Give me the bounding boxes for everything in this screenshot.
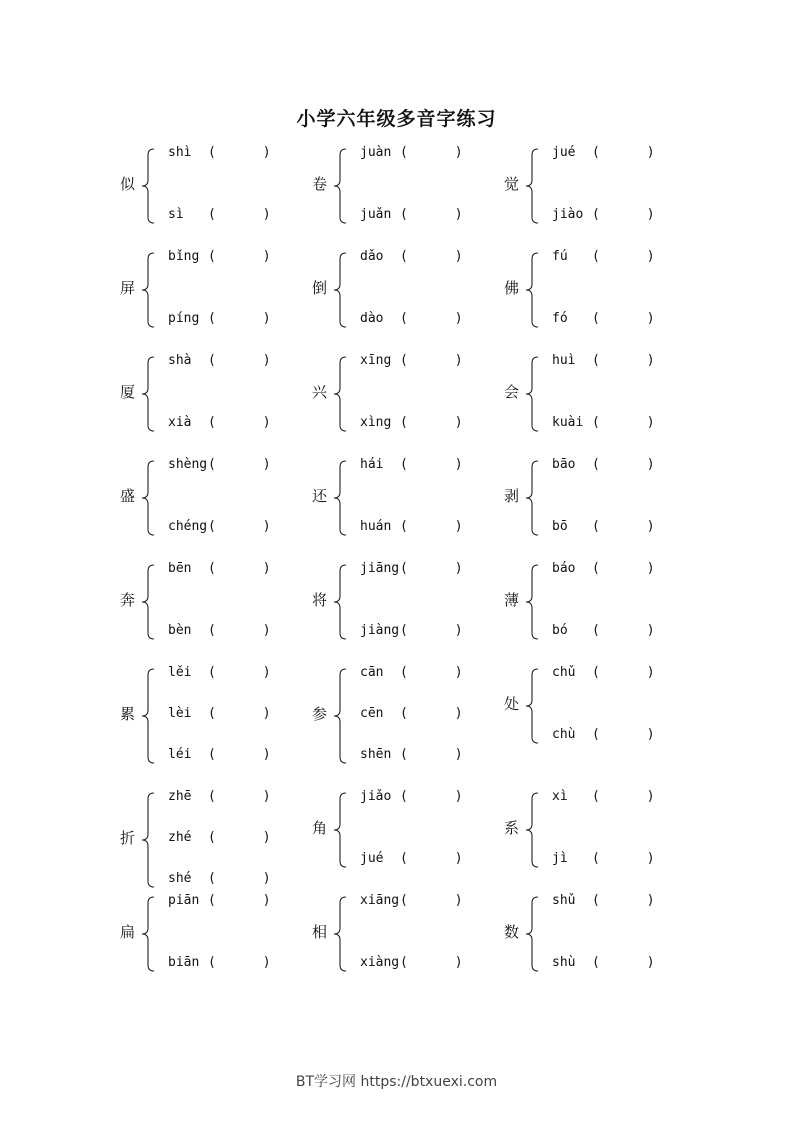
curly-brace	[140, 790, 156, 892]
entry-character: 处	[504, 695, 520, 713]
reading-item	[168, 312, 271, 326]
pinyin-label: jiàng	[360, 623, 400, 638]
answer-blank[interactable]: ( )	[400, 415, 463, 430]
reading-item	[360, 250, 463, 264]
reading-item	[168, 894, 271, 908]
pinyin-label: fó	[552, 311, 568, 326]
reading-item	[360, 748, 463, 762]
reading-item	[360, 624, 463, 638]
answer-blank[interactable]: ( )	[400, 249, 463, 264]
pinyin-label: juàn	[360, 145, 392, 160]
answer-blank[interactable]: ( )	[400, 789, 463, 804]
pinyin-label: xià	[168, 415, 192, 430]
reading-item	[360, 520, 463, 534]
answer-blank[interactable]: ( )	[208, 706, 271, 721]
reading-item	[168, 707, 271, 721]
curly-brace	[140, 562, 156, 644]
reading-item	[168, 872, 271, 886]
answer-blank[interactable]: ( )	[400, 665, 463, 680]
reading-item	[168, 748, 271, 762]
entry-character: 数	[504, 923, 520, 941]
curly-brace	[140, 250, 156, 332]
entry-character: 屏	[120, 279, 136, 297]
reading-item	[168, 208, 271, 222]
reading-item	[552, 146, 655, 160]
reading-item	[168, 790, 271, 804]
curly-brace	[524, 458, 540, 540]
entry-character: 兴	[312, 383, 328, 401]
entry-character: 扁	[120, 923, 136, 941]
pinyin-label: dǎo	[360, 249, 384, 264]
pinyin-label: cān	[360, 665, 384, 680]
pinyin-label: jué	[360, 851, 384, 866]
reading-item	[552, 208, 655, 222]
reading-item	[168, 416, 271, 430]
pinyin-label: biān	[168, 955, 200, 970]
reading-item	[552, 624, 655, 638]
reading-item	[360, 458, 463, 472]
reading-item	[360, 852, 463, 866]
curly-brace	[332, 250, 348, 332]
answer-blank[interactable]: ( )	[208, 665, 271, 680]
answer-blank[interactable]: ( )	[592, 893, 655, 908]
pinyin-label: zhē	[168, 789, 192, 804]
reading-item	[552, 956, 655, 970]
pinyin-label: xīng	[360, 353, 392, 368]
reading-item	[168, 562, 271, 576]
reading-item	[552, 458, 655, 472]
pinyin-label: jiāng	[360, 561, 400, 576]
pinyin-label: bèn	[168, 623, 192, 638]
pinyin-label: bēn	[168, 561, 192, 576]
curly-brace	[140, 146, 156, 228]
footer-watermark: BT学习网 https://btxuexi.com	[295, 1074, 498, 1090]
pinyin-label: sì	[168, 207, 184, 222]
answer-blank[interactable]: ( )	[592, 415, 655, 430]
pinyin-label: fú	[552, 249, 568, 264]
reading-item	[552, 894, 655, 908]
pinyin-label: xiàng	[360, 955, 400, 970]
entry-character: 参	[312, 705, 328, 723]
pinyin-label: xiāng	[360, 893, 400, 908]
pinyin-label: juǎn	[360, 207, 392, 222]
reading-item	[552, 416, 655, 430]
answer-blank[interactable]: ( )	[208, 747, 271, 762]
pinyin-label: shé	[168, 871, 192, 886]
reading-item	[360, 208, 463, 222]
pinyin-label: shèng	[168, 457, 208, 472]
reading-item	[360, 790, 463, 804]
curly-brace	[332, 146, 348, 228]
reading-item	[168, 666, 271, 680]
reading-item	[360, 956, 463, 970]
answer-blank[interactable]: ( )	[400, 353, 463, 368]
answer-blank[interactable]: ( )	[208, 457, 271, 472]
pinyin-label: cēn	[360, 706, 384, 721]
reading-item	[168, 146, 271, 160]
pinyin-label: dào	[360, 311, 384, 326]
reading-item	[168, 354, 271, 368]
answer-blank[interactable]: ( )	[400, 851, 463, 866]
entry-character: 还	[312, 487, 328, 505]
entry-character: 似	[120, 175, 136, 193]
curly-brace	[140, 458, 156, 540]
answer-blank[interactable]: ( )	[208, 830, 271, 845]
entry-character: 角	[312, 819, 328, 837]
pinyin-label: bó	[552, 623, 568, 638]
answer-blank[interactable]: ( )	[592, 457, 655, 472]
reading-item	[552, 790, 655, 804]
reading-item	[168, 624, 271, 638]
answer-blank[interactable]: ( )	[208, 249, 271, 264]
answer-blank[interactable]: ( )	[400, 893, 463, 908]
reading-item	[168, 956, 271, 970]
curly-brace	[140, 894, 156, 976]
entry-character: 系	[504, 819, 520, 837]
pinyin-label: shǔ	[552, 893, 576, 908]
answer-blank[interactable]: ( )	[400, 207, 463, 222]
answer-blank[interactable]: ( )	[400, 311, 463, 326]
reading-item	[360, 707, 463, 721]
answer-blank[interactable]: ( )	[592, 561, 655, 576]
reading-item	[552, 250, 655, 264]
entry-character: 会	[504, 383, 520, 401]
answer-blank[interactable]: ( )	[400, 955, 463, 970]
curly-brace	[332, 666, 348, 768]
pinyin-label: báo	[552, 561, 576, 576]
answer-blank[interactable]: ( )	[400, 706, 463, 721]
answer-blank[interactable]: ( )	[208, 789, 271, 804]
pinyin-label: zhé	[168, 830, 192, 845]
answer-blank[interactable]: ( )	[400, 145, 463, 160]
entry-character: 将	[312, 591, 328, 609]
entry-character: 倒	[312, 279, 328, 297]
pinyin-label: shēn	[360, 747, 392, 762]
pinyin-label: hái	[360, 457, 384, 472]
pinyin-label: piān	[168, 893, 200, 908]
curly-brace	[332, 354, 348, 436]
entry-character: 盛	[120, 487, 136, 505]
pinyin-label: shù	[552, 955, 576, 970]
reading-item	[552, 562, 655, 576]
pinyin-label: chù	[552, 727, 576, 742]
entry-character: 相	[312, 923, 328, 941]
answer-blank[interactable]: ( )	[592, 955, 655, 970]
reading-item	[168, 520, 271, 534]
entry-character: 薄	[504, 591, 520, 609]
answer-blank[interactable]: ( )	[592, 851, 655, 866]
reading-item	[552, 520, 655, 534]
entry-character: 剥	[504, 487, 520, 505]
pinyin-label: bō	[552, 519, 568, 534]
entry-character: 累	[120, 705, 136, 723]
answer-blank[interactable]: ( )	[592, 249, 655, 264]
pinyin-label: shì	[168, 145, 192, 160]
answer-blank[interactable]: ( )	[208, 561, 271, 576]
reading-item	[552, 852, 655, 866]
curly-brace	[332, 790, 348, 872]
curly-brace	[524, 250, 540, 332]
answer-blank[interactable]: ( )	[592, 145, 655, 160]
reading-item	[360, 562, 463, 576]
reading-item	[552, 312, 655, 326]
pinyin-label: jiào	[552, 207, 584, 222]
answer-blank[interactable]: ( )	[592, 623, 655, 638]
pinyin-label: huán	[360, 519, 392, 534]
curly-brace	[332, 458, 348, 540]
curly-brace	[524, 562, 540, 644]
answer-blank[interactable]: ( )	[208, 893, 271, 908]
answer-blank[interactable]: ( )	[208, 519, 271, 534]
reading-item	[168, 250, 271, 264]
answer-blank[interactable]: ( )	[208, 415, 271, 430]
pinyin-label: píng	[168, 311, 200, 326]
answer-blank[interactable]: ( )	[208, 207, 271, 222]
pinyin-label: lěi	[168, 665, 192, 680]
pinyin-label: kuài	[552, 415, 584, 430]
pinyin-label: xì	[552, 789, 568, 804]
answer-blank[interactable]: ( )	[592, 789, 655, 804]
reading-item	[552, 728, 655, 742]
answer-blank[interactable]: ( )	[208, 623, 271, 638]
curly-brace	[332, 562, 348, 644]
pinyin-label: bāo	[552, 457, 576, 472]
reading-item	[360, 666, 463, 680]
pinyin-label: jué	[552, 145, 576, 160]
reading-item	[552, 354, 655, 368]
pinyin-label: shà	[168, 353, 192, 368]
answer-blank[interactable]: ( )	[592, 519, 655, 534]
page-title: 小学六年级多音字练习	[296, 108, 497, 130]
answer-blank[interactable]: ( )	[208, 311, 271, 326]
answer-blank[interactable]: ( )	[208, 955, 271, 970]
entry-character: 卷	[312, 175, 328, 193]
pinyin-label: jì	[552, 851, 568, 866]
pinyin-label: lèi	[168, 706, 192, 721]
pinyin-label: léi	[168, 747, 192, 762]
pinyin-label: chéng	[168, 519, 208, 534]
answer-blank[interactable]: ( )	[208, 871, 271, 886]
pinyin-label: chǔ	[552, 665, 576, 680]
entry-character: 奔	[120, 591, 136, 609]
pinyin-label: xìng	[360, 415, 392, 430]
curly-brace	[524, 666, 540, 748]
answer-blank[interactable]: ( )	[400, 561, 463, 576]
answer-blank[interactable]: ( )	[400, 623, 463, 638]
answer-blank[interactable]: ( )	[592, 727, 655, 742]
pinyin-label: bǐng	[168, 249, 200, 264]
curly-brace	[140, 354, 156, 436]
curly-brace	[140, 666, 156, 768]
curly-brace	[524, 354, 540, 436]
answer-blank[interactable]: ( )	[592, 665, 655, 680]
entry-character: 觉	[504, 175, 520, 193]
entry-character: 厦	[120, 383, 136, 401]
answer-blank[interactable]: ( )	[400, 519, 463, 534]
reading-item	[360, 146, 463, 160]
reading-item	[360, 416, 463, 430]
entry-character: 折	[120, 829, 136, 847]
curly-brace	[524, 790, 540, 872]
answer-blank[interactable]: ( )	[400, 747, 463, 762]
answer-blank[interactable]: ( )	[592, 207, 655, 222]
entry-character: 佛	[504, 279, 520, 297]
pinyin-label: huì	[552, 353, 576, 368]
reading-item	[552, 666, 655, 680]
answer-blank[interactable]: ( )	[208, 353, 271, 368]
reading-item	[360, 354, 463, 368]
curly-brace	[524, 146, 540, 228]
curly-brace	[332, 894, 348, 976]
answer-blank[interactable]: ( )	[400, 457, 463, 472]
reading-item	[168, 458, 271, 472]
reading-item	[360, 894, 463, 908]
answer-blank[interactable]: ( )	[592, 311, 655, 326]
reading-item	[168, 831, 271, 845]
answer-blank[interactable]: ( )	[592, 353, 655, 368]
pinyin-label: jiǎo	[360, 789, 392, 804]
reading-item	[360, 312, 463, 326]
answer-blank[interactable]: ( )	[208, 145, 271, 160]
curly-brace	[524, 894, 540, 976]
